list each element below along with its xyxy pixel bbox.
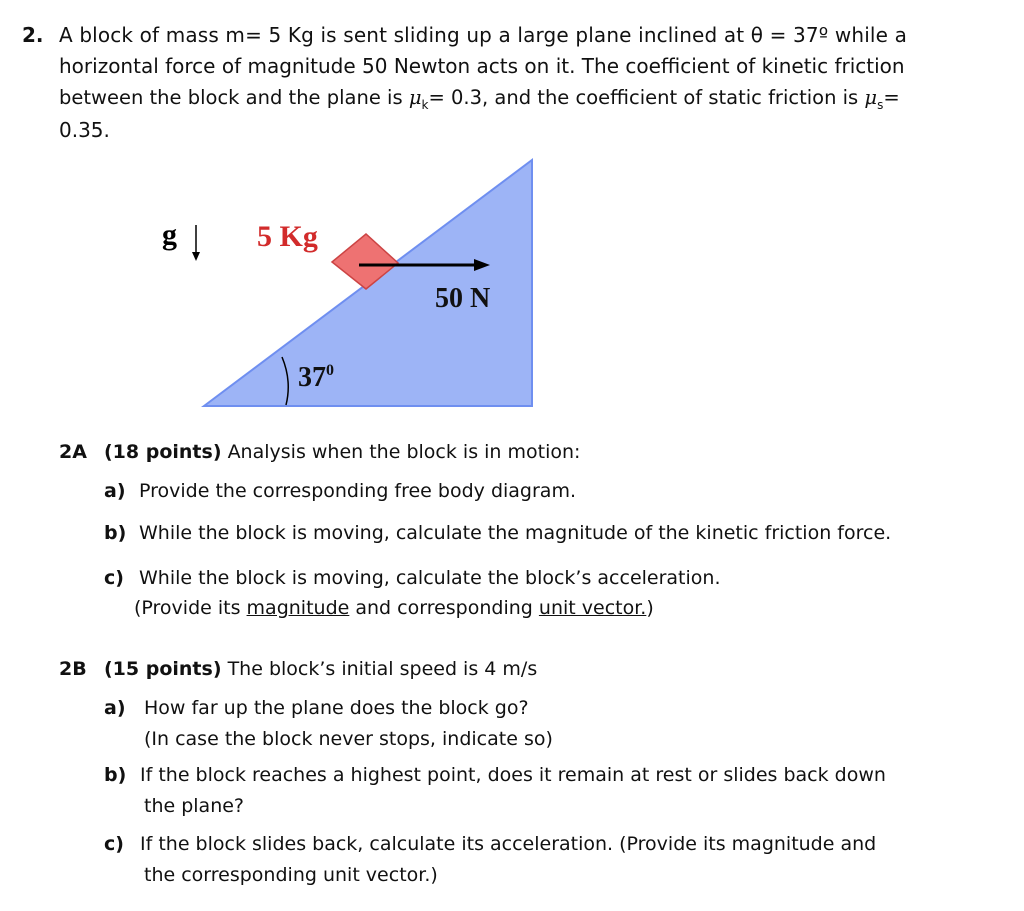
part-2a-item-c-text: While the block is moving, calculate the block’s acceleration. bbox=[139, 567, 721, 589]
problem-line-3-post: = bbox=[883, 86, 900, 109]
gravity-arrowhead bbox=[192, 252, 200, 261]
gravity-label: g bbox=[162, 218, 177, 251]
part-2b-item-a-line2: (In case the block never stops, indicate so) bbox=[144, 728, 553, 750]
force-label: 50 N bbox=[435, 283, 491, 314]
part-2a-id: 2A bbox=[59, 441, 87, 463]
part-2a-points: (18 points) bbox=[104, 441, 222, 463]
part-2a-item-b-text: While the block is moving, calculate the magnitude of the kinetic friction force. bbox=[139, 522, 892, 544]
part-2b-item-b-line1: If the block reaches a highest point, does it remain at rest or slides back down bbox=[140, 764, 886, 786]
part-2b-item-c-line2: the corresponding unit vector.) bbox=[144, 864, 438, 886]
part-2a-intro: Analysis when the block is in motion: bbox=[227, 441, 581, 463]
part-2a-item-c-letter: c) bbox=[104, 567, 124, 589]
part-2a-header bbox=[104, 440, 580, 464]
part-2b-points: (15 points) bbox=[104, 658, 222, 680]
mass-label: 5 Kg bbox=[257, 220, 318, 253]
problem-number: 2. bbox=[22, 23, 44, 47]
part-2a-item-a-text: Provide the corresponding free body diagram. bbox=[139, 480, 576, 502]
angle-value: 37 bbox=[298, 362, 326, 393]
c-note-unit-vector: unit vector. bbox=[538, 597, 647, 619]
part-2a-item-c-note bbox=[134, 596, 654, 620]
part-2b-item-b-letter: b) bbox=[104, 764, 127, 786]
angle-superscript: 0 bbox=[326, 362, 334, 379]
mu-s-symbol: μ bbox=[864, 86, 878, 109]
problem-line-1: A block of mass m= 5 Kg is sent sliding up a large plane inclined at θ = 37º while a bbox=[59, 23, 907, 47]
part-2b-item-c-letter: c) bbox=[104, 833, 124, 855]
part-2b-id: 2B bbox=[59, 658, 87, 680]
part-2b-item-c-line1: If the block slides back, calculate its acceleration. (Provide its magnitude and bbox=[140, 833, 877, 855]
c-note-magnitude: magnitude bbox=[246, 597, 350, 619]
c-note-pre: (Provide its bbox=[134, 597, 247, 619]
mu-k-symbol: μ bbox=[408, 86, 422, 109]
mu-s-subscript: s bbox=[877, 97, 884, 112]
part-2a-item-a-letter: a) bbox=[104, 480, 126, 502]
problem-line-3-mid: = 0.3, and the coefficient of static friction is bbox=[428, 86, 865, 109]
problem-line-2: horizontal force of magnitude 50 Newton acts on it. The coefficient of kinetic friction bbox=[59, 54, 905, 78]
part-2b-item-a-letter: a) bbox=[104, 697, 126, 719]
mu-k-subscript: k bbox=[421, 97, 429, 112]
c-note-mid: and corresponding bbox=[349, 597, 539, 619]
part-2b-item-b-line2: the plane? bbox=[144, 795, 245, 817]
part-2b-item-a-line1: How far up the plane does the block go? bbox=[144, 697, 529, 719]
problem-line-3-pre: between the block and the plane is bbox=[59, 86, 409, 109]
part-2a-item-b-letter: b) bbox=[104, 522, 127, 544]
part-2b-intro: The block’s initial speed is 4 m/s bbox=[227, 658, 538, 680]
problem-line-4: 0.35. bbox=[59, 118, 110, 142]
part-2b-header bbox=[104, 657, 537, 681]
c-note-post: ) bbox=[646, 597, 654, 619]
